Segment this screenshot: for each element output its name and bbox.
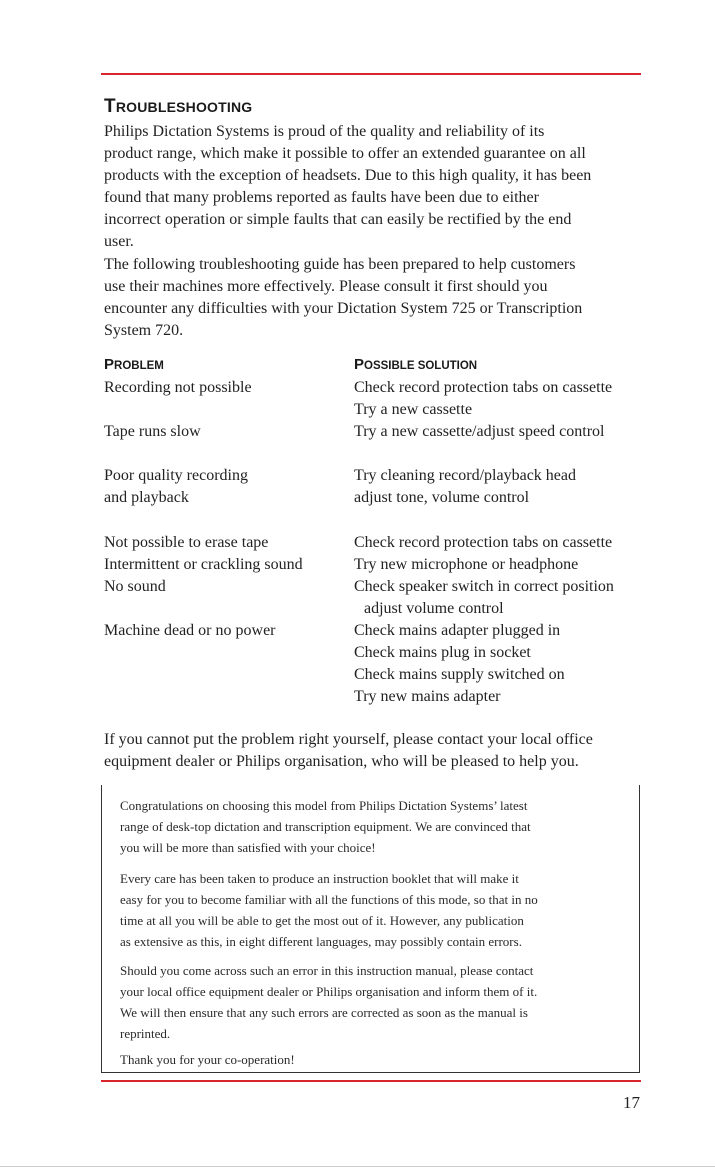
problem-cell: Not possible to erase tape [104,534,269,551]
solution-cell: Check record protection tabs on cassette [354,534,613,551]
text-line: as extensive as this, in eight different languages, may possibly contain errors. [120,934,522,949]
text-line: your local office equipment dealer or Philips organisation and inform them of it. [120,984,538,999]
solution-cell: Try a new cassette/adjust speed control [354,423,605,440]
solution-cell: Try a new cassette [354,401,473,418]
guide-paragraph [104,254,644,342]
text-line: reprinted. [120,1026,171,1041]
header-initial: P [104,356,115,373]
page-edge-divider [0,1166,715,1167]
text-line: product range, which make it possible to offer an extended guarantee on all [104,145,586,162]
text-line: Thank you for your co-operation! [120,1052,295,1067]
text-line: products with the exception of headsets. Due to this high quality, it has been [104,167,592,184]
page-number: 17 [623,1093,640,1112]
problem-cell: Poor quality recording [104,467,248,484]
text-line: user. [104,233,134,250]
header-initial: P [354,356,365,373]
problem-column-header [104,356,164,374]
solution-column-header [354,356,477,374]
contact-paragraph [104,729,649,773]
solution-cell: Check mains plug in socket [354,644,531,661]
intro-paragraph [104,121,644,253]
text-line: incorrect operation or simple faults that can easily be rectified by the end [104,211,572,228]
solution-cell: Try cleaning record/playback head [354,467,576,484]
solution-cell: Check record protection tabs on cassette [354,379,613,396]
solution-cell: Try new microphone or headphone [354,556,579,573]
text-line: range of desk-top dictation and transcription equipment. We are convinced that [120,819,531,834]
problem-cell: No sound [104,578,166,595]
header-rest: ROBLEM [114,360,164,372]
problem-cell: Tape runs slow [104,423,201,440]
notice-paragraph [120,868,630,952]
solution-cell: adjust volume control [364,600,504,617]
text-line: easy for you to become familiar with all the functions of this mode, so that in no [120,892,538,907]
problem-cell: Recording not possible [104,379,252,396]
notice-paragraph [120,960,630,1044]
text-line: If you cannot put the problem right yourself, please contact your local office [104,731,593,748]
text-line: use their machines more effectively. Please consult it first should you [104,278,548,295]
text-line: you will be more than satisfied with your choice! [120,840,376,855]
solution-cell: Try new mains adapter [354,688,501,705]
section-heading [104,96,252,118]
text-line: time at all you will be able to get the most out of it. However, any publication [120,913,524,928]
solution-cell: Check mains supply switched on [354,666,565,683]
bottom-red-rule [101,1080,641,1082]
problem-cell: Intermittent or crackling sound [104,556,303,573]
heading-initial: T [104,96,116,117]
problem-cell: Machine dead or no power [104,622,276,639]
top-red-rule [101,73,641,75]
text-line: Congratulations on choosing this model from Philips Dictation Systems’ latest [120,798,528,813]
problem-cell: and playback [104,489,189,506]
text-line: The following troubleshooting guide has been prepared to help customers [104,256,576,273]
text-line: Philips Dictation Systems is proud of the quality and reliability of its [104,123,545,140]
text-line: We will then ensure that any such errors are corrected as soon as the manual is [120,1005,528,1020]
header-rest: OSSIBLE SOLUTION [364,360,478,372]
text-line: Every care has been taken to produce an instruction booklet that will make it [120,871,519,886]
heading-rest: ROUBLESHOOTING [115,99,253,115]
solution-cell: adjust tone, volume control [354,489,530,506]
notice-paragraph [120,795,630,858]
text-line: equipment dealer or Philips organisation, who will be pleased to help you. [104,753,579,770]
solution-cell: Check speaker switch in correct position [354,578,614,595]
text-line: found that many problems reported as faults have been due to either [104,189,539,206]
text-line: Should you come across such an error in this instruction manual, please contact [120,963,534,978]
solution-cell: Check mains adapter plugged in [354,622,561,639]
text-line: System 720. [104,322,184,339]
text-line: encounter any difficulties with your Dictation System 725 or Transcription [104,300,583,317]
notice-paragraph [120,1049,630,1070]
